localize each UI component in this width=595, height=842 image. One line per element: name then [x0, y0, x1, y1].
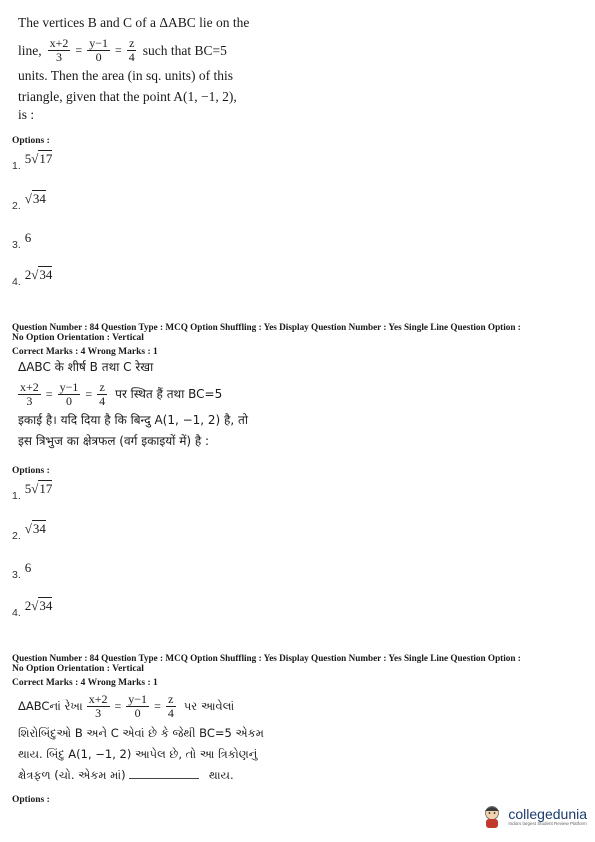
option-number: 2. — [12, 200, 21, 212]
question-1-text — [18, 12, 268, 122]
q1-option-3[interactable] — [12, 229, 32, 251]
q3-line1-prefix: ΔABCનાં રેખા — [18, 698, 83, 713]
fraction-z: $\frac{z}{4}$ — [167, 691, 174, 720]
q3-options-label: Options : — [12, 795, 50, 805]
option-value: √34 — [24, 191, 46, 206]
option-value: 5√17 — [24, 151, 53, 166]
option-value: 6 — [24, 230, 32, 245]
meta2-line1: Question Number : 84 Question Type : MCQ Option Shuffling : Yes Display Question Number : Yes Single Line Question Option : — [12, 322, 521, 332]
q1-options-label: Options : — [12, 136, 50, 146]
option-number: 1. — [12, 490, 21, 502]
q2-line4: इस त्रिभुज का क्षेत्रफल (वर्ग इकाइयों में) है : — [18, 434, 210, 448]
q3-line1: ΔABCનાં રેખા $\frac{x+2}{3}$ = $\frac{y-1}{0}$ = $\frac{z}{4}$ પર આવેલાં — [18, 691, 235, 720]
q1-option-2[interactable] — [12, 190, 46, 212]
q3-line2: શિરોબિંદુઓ B અને C એવાં છે કે જેથી BC=5 એકમ — [18, 726, 264, 740]
option-number: 2. — [12, 530, 21, 542]
q2-line2: $\frac{x+2}{3}$ = $\frac{y-1}{0}$ = $\frac{z}{4}$ पर स्थित हैं तथा BC=5 — [20, 379, 223, 408]
q1-line2-suffix: such that BC=5 — [142, 42, 227, 58]
fraction-z: $\frac{z}{4}$ — [128, 35, 135, 64]
q3-line4-suffix: થાય. — [208, 768, 234, 782]
meta3-line1: Question Number : 84 Question Type : MCQ Option Shuffling : Yes Display Question Number : Yes Single Line Question Option : — [12, 653, 521, 663]
q1-line2-prefix: line, — [18, 42, 42, 58]
q1-line1: The vertices B and C of a ΔABC lie on the — [18, 15, 250, 30]
option-number: 4. — [12, 607, 21, 619]
q3-line3: થાય. બિંદુ A(1, −1, 2) આપેલ છે, તો આ ત્રિકોણનું — [18, 747, 258, 761]
meta3-line2: No Option Orientation : Vertical — [12, 664, 144, 674]
option-number: 1. — [12, 160, 21, 172]
q2-options-label: Options : — [12, 466, 50, 476]
q2-line2-suffix: पर स्थित हैं तथा BC=5 — [115, 386, 223, 401]
option-value: 2√34 — [24, 267, 53, 282]
option-value: 6 — [24, 560, 32, 575]
option-number: 4. — [12, 276, 21, 288]
q1-line2: line, $\frac{x+2}{3}$ = $\frac{y-1}{0}$ = $\frac{z}{4}$ such that BC=5 — [18, 35, 227, 64]
meta2-marks: Correct Marks : 4 Wrong Marks : 1 — [12, 347, 158, 357]
option-value: 5√17 — [24, 481, 53, 496]
fraction-x: $\frac{x+2}{3}$ — [20, 379, 39, 408]
collegedunia-logo — [479, 802, 587, 830]
q3-line4 — [18, 765, 298, 786]
q1-option-1[interactable] — [12, 150, 53, 172]
logo-name: collegedunia — [508, 805, 587, 822]
mascot-icon — [479, 802, 505, 830]
q1-line3: units. Then the area (in sq. units) of this — [18, 68, 233, 83]
question-3-text — [18, 689, 298, 786]
q1-line5: is : — [18, 107, 35, 122]
meta3-marks: Correct Marks : 4 Wrong Marks : 1 — [12, 678, 158, 688]
fraction-y: $\frac{y-1}{0}$ — [89, 35, 108, 64]
q2-option-3[interactable] — [12, 559, 32, 581]
fraction-x: $\frac{x+2}{3}$ — [49, 35, 69, 64]
option-number: 3. — [12, 569, 21, 581]
q3-line4-prefix: ક્ષેત્રફળ (ચો. એકમ માં) — [18, 768, 126, 782]
logo-tagline: India's largest Student Review Platform — [508, 820, 587, 826]
option-value: 2√34 — [24, 598, 53, 613]
fraction-y: $\frac{y-1}{0}$ — [59, 379, 79, 408]
q2-option-4[interactable] — [12, 597, 53, 619]
question-2-text — [18, 357, 278, 452]
question-meta-2 — [12, 322, 587, 358]
q2-option-2[interactable] — [12, 520, 46, 542]
meta2-line2: No Option Orientation : Vertical — [12, 333, 144, 343]
question-meta-3 — [12, 653, 587, 689]
q3-line1-suffix: પર આવેલાં — [183, 698, 235, 713]
q1-option-4[interactable] — [12, 266, 53, 288]
q2-line3: इकाई है। यदि दिया है कि बिन्दु A(1, −1, 2) है, तो — [18, 413, 249, 427]
answer-blank — [129, 768, 199, 779]
option-value: √34 — [24, 521, 46, 536]
fraction-x: $\frac{x+2}{3}$ — [88, 691, 108, 720]
fraction-z: $\frac{z}{4}$ — [99, 379, 106, 408]
q2-option-1[interactable] — [12, 480, 53, 502]
q2-line1: ΔABC के शीर्ष B तथा C रेखा — [18, 360, 154, 374]
option-number: 3. — [12, 239, 21, 251]
q1-line4: triangle, given that the point A(1, −1, 2), — [18, 89, 237, 104]
fraction-y: $\frac{y-1}{0}$ — [128, 691, 148, 720]
